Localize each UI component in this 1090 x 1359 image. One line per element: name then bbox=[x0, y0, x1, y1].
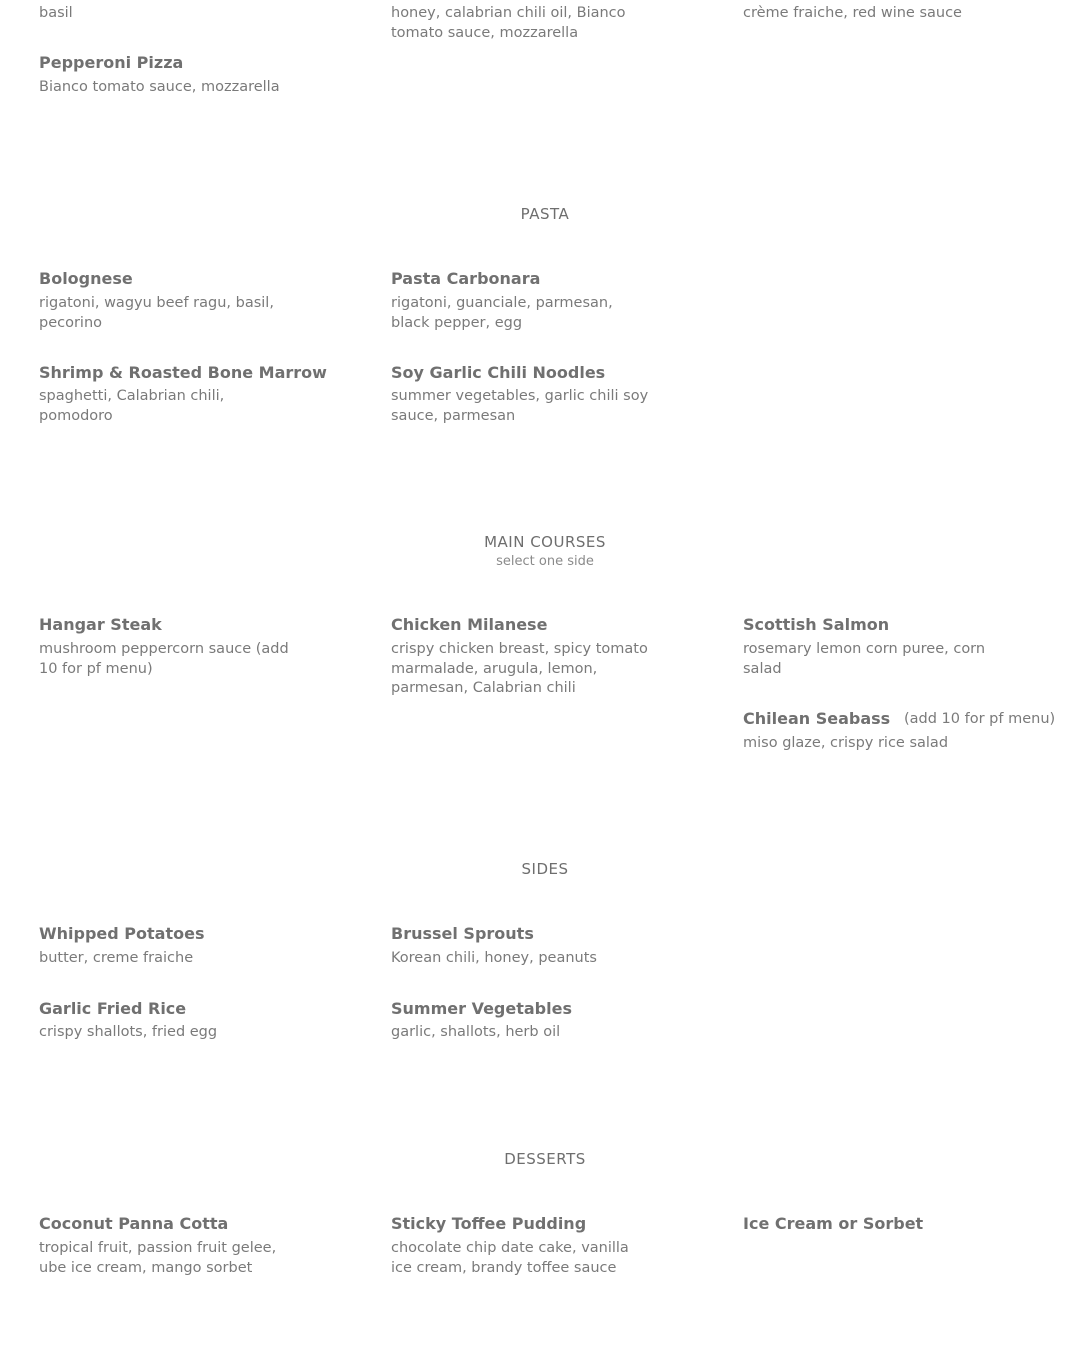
menu-item-desc: rosemary lemon corn puree, corn salad bbox=[743, 641, 986, 677]
menu-item-desc: Korean chili, honey, peanuts bbox=[391, 950, 597, 966]
pizza-item-desc-tail: basil bbox=[39, 5, 73, 21]
menu-item-desc: butter, creme fraiche bbox=[39, 950, 194, 966]
menu-item-name: Hangar Steak bbox=[39, 615, 162, 634]
pizza-item-desc-tail: crème fraiche, red wine sauce bbox=[743, 5, 962, 21]
menu-item-desc: tropical fruit, passion fruit gelee, ube ice cream, mango sorbet bbox=[39, 1240, 277, 1276]
menu-item-name: Brussel Sprouts bbox=[391, 924, 534, 943]
menu-item-desc: Bianco tomato sauce, mozzarella bbox=[39, 79, 280, 95]
menu-item-desc: crispy shallots, fried egg bbox=[39, 1024, 218, 1040]
menu-item-desc: crispy chicken breast, spicy tomato marmalade, arugula, lemon, parmesan, Calabrian chili bbox=[391, 641, 648, 697]
menu-item-name: Garlic Fried Rice bbox=[39, 999, 187, 1018]
menu-item-name: Scottish Salmon bbox=[743, 615, 890, 634]
menu-item-name: Pasta Carbonara bbox=[391, 269, 541, 288]
menu-item-note: (add 10 for pf menu) bbox=[904, 711, 1056, 727]
pizza-item-desc-tail: honey, calabrian chili oil, Bianco tomato sauce, mozzarella bbox=[391, 5, 626, 41]
menu-item-name: Sticky Toffee Pudding bbox=[391, 1214, 587, 1233]
menu-item-name: Coconut Panna Cotta bbox=[39, 1214, 229, 1233]
menu-item-name: Pepperoni Pizza bbox=[39, 53, 184, 72]
menu-item-desc: chocolate chip date cake, vanilla ice cream, brandy toffee sauce bbox=[391, 1240, 629, 1276]
menu-item-desc: rigatoni, wagyu beef ragu, basil, pecorino bbox=[39, 295, 274, 331]
menu-item-desc: mushroom peppercorn sauce (add 10 for pf menu) bbox=[39, 641, 289, 677]
menu-item-desc: rigatoni, guanciale, parmesan, black pepper, egg bbox=[391, 295, 613, 331]
menu-item-desc: summer vegetables, garlic chili soy sauce, parmesan bbox=[391, 388, 649, 424]
section-title-sides: SIDES bbox=[521, 860, 569, 878]
menu-item-name: Bolognese bbox=[39, 269, 133, 288]
section-title-main-courses: MAIN COURSES bbox=[484, 533, 606, 551]
section-title-pasta: PASTA bbox=[520, 205, 570, 223]
menu-item-desc: garlic, shallots, herb oil bbox=[391, 1024, 561, 1040]
menu-item-desc: spaghetti, Calabrian chili, pomodoro bbox=[39, 388, 225, 424]
menu-item-name: Whipped Potatoes bbox=[39, 924, 205, 943]
menu-item-name: Summer Vegetables bbox=[391, 999, 572, 1018]
menu-item-name: Chicken Milanese bbox=[391, 615, 548, 634]
menu-item-name: Shrimp & Roasted Bone Marrow bbox=[39, 363, 327, 382]
menu-item-name: Chilean Seabass bbox=[743, 709, 891, 728]
menu-item-name: Soy Garlic Chili Noodles bbox=[391, 363, 606, 382]
section-subtitle: select one side bbox=[496, 554, 594, 569]
menu-item-name: Ice Cream or Sorbet bbox=[743, 1214, 924, 1233]
menu-item-desc: miso glaze, crispy rice salad bbox=[743, 735, 949, 751]
section-title-desserts: DESSERTS bbox=[504, 1150, 586, 1168]
